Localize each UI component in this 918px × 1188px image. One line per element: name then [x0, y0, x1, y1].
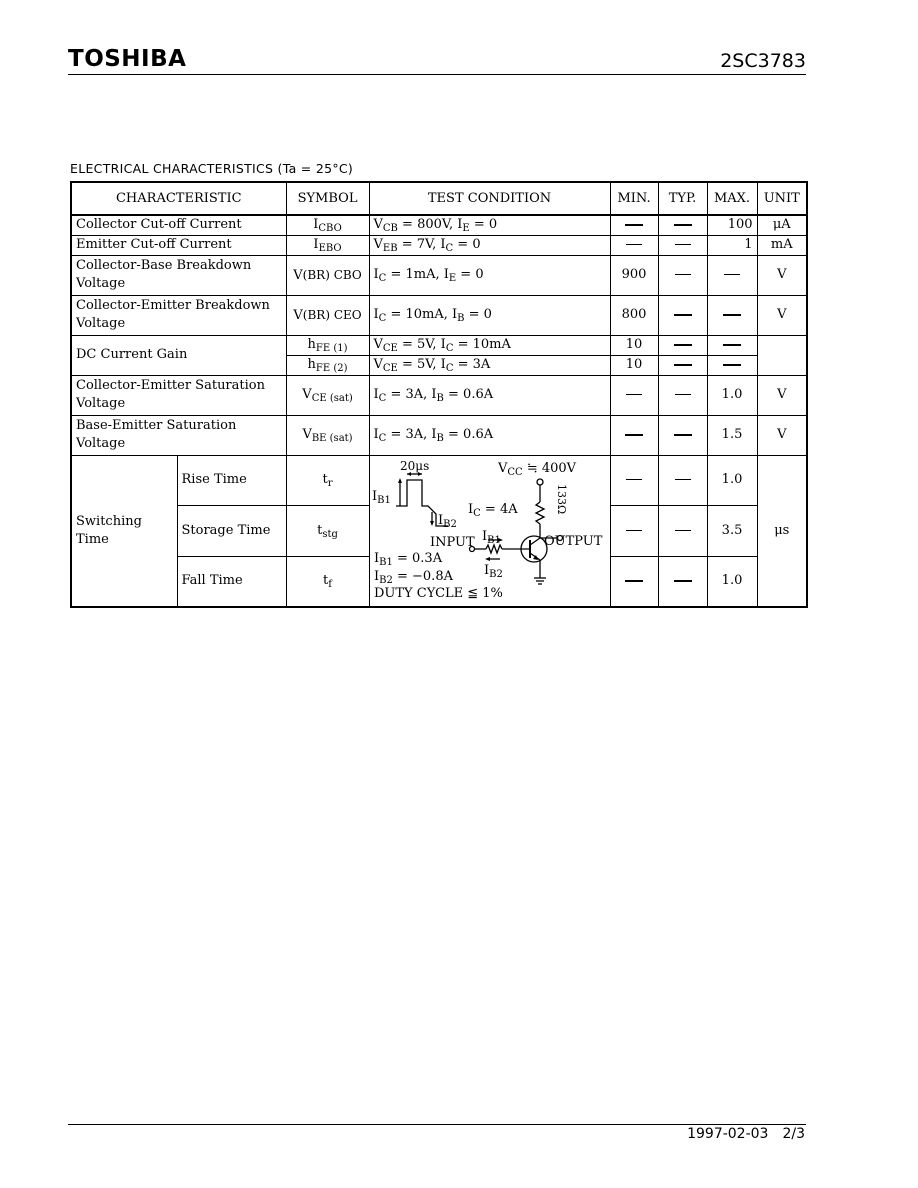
part-number: 2SC3783 [720, 50, 806, 72]
row-typ-dash [658, 295, 707, 335]
row-min-dash [610, 215, 658, 235]
row-min: 900 [610, 255, 658, 295]
row-max: 3.5 [707, 506, 757, 557]
row-sub-name: Storage Time [177, 506, 286, 557]
table-header-row [71, 182, 807, 215]
row-symbol: $V_{BE (sat)}$ [286, 415, 369, 455]
row-condition: $V_{CB} = 800V$, $I_E = 0$ [369, 215, 610, 235]
row-symbol: $t_{stg}$ [286, 506, 369, 557]
row-sub-name: Fall Time [177, 556, 286, 607]
row-unit: V [757, 415, 807, 455]
row-name: Collector-Emitter Breakdown Voltage [71, 295, 286, 335]
col-characteristic: CHARACTERISTIC [71, 182, 286, 215]
row-sub-name: Rise Time [177, 455, 286, 506]
row-max: 100 [707, 215, 757, 235]
ib1-arrow-label: $I_{B1}$ [481, 528, 501, 546]
ib2-waveform-label: $I_{B2}$ [437, 512, 457, 530]
row-symbol: $t_r$ [286, 455, 369, 506]
row-unit: mA [757, 235, 807, 255]
row-typ-dash [658, 455, 707, 506]
section-title: ELECTRICAL CHARACTERISTICS (Ta = 25°C) [70, 161, 354, 176]
row-condition: $I_C = 3A$, $I_B = 0.6A$ [369, 375, 610, 415]
col-max: MAX. [707, 182, 757, 215]
header-rule [68, 74, 806, 75]
ib1-waveform-label: $I_{B1}$ [371, 488, 391, 506]
col-symbol: SYMBOL [286, 182, 369, 215]
row-min-dash [610, 506, 658, 557]
row-typ-dash [658, 255, 707, 295]
row-unit: μs [757, 455, 807, 607]
row-name: Collector-Base Breakdown Voltage [71, 255, 286, 295]
table-row [71, 375, 807, 415]
row-typ-dash [658, 215, 707, 235]
col-typ: TYP. [658, 182, 707, 215]
test-circuit-diagram [370, 456, 610, 606]
row-name: Base-Emitter Saturation Voltage [71, 415, 286, 455]
row-max: 1 [707, 235, 757, 255]
ib2-arrow-label: $I_{B2}$ [483, 562, 503, 580]
row-min: 10 [610, 335, 658, 355]
row-typ-dash [658, 556, 707, 607]
row-unit: μA [757, 215, 807, 235]
row-min-dash [610, 375, 658, 415]
footer-rule [68, 1124, 806, 1125]
switching-test-circuit [369, 455, 610, 607]
row-typ-dash [658, 335, 707, 355]
row-name: Collector Cut-off Current [71, 215, 286, 235]
resistor-label: 133Ω [554, 483, 568, 514]
row-max: 1.0 [707, 455, 757, 506]
brand-logo: TOSHIBA [68, 46, 187, 72]
row-min-dash [610, 455, 658, 506]
table-row [71, 415, 807, 455]
duty-cycle-label: DUTY CYCLE ≦ 1% [373, 585, 503, 601]
row-min-dash [610, 415, 658, 455]
table-row [71, 295, 807, 335]
row-unit-empty [757, 335, 807, 375]
row-typ-dash [658, 375, 707, 415]
row-name: Emitter Cut-off Current [71, 235, 286, 255]
row-condition: $V_{CE} = 5V$, $I_C = 10mA$ [369, 335, 610, 355]
row-min: 10 [610, 355, 658, 375]
row-symbol: $h_{FE (2)}$ [286, 355, 369, 375]
row-condition: $I_C = 3A$, $I_B = 0.6A$ [369, 415, 610, 455]
col-test-condition: TEST CONDITION [369, 182, 610, 215]
table-row [71, 235, 807, 255]
row-max: 1.0 [707, 375, 757, 415]
col-min: MIN. [610, 182, 658, 215]
row-max-dash [707, 335, 757, 355]
row-min: 800 [610, 295, 658, 335]
footer-date: 1997-02-03 [687, 1126, 769, 1142]
row-symbol: V(BR) CBO [286, 255, 369, 295]
row-unit: V [757, 295, 807, 335]
row-symbol: $h_{FE (1)}$ [286, 335, 369, 355]
row-condition: $V_{EB} = 7V$, $I_C = 0$ [369, 235, 610, 255]
electrical-characteristics-table [70, 181, 808, 608]
pulse-width-label: 20μs [399, 458, 429, 473]
vcc-label: $V_{CC}$ ≒ 400V [497, 460, 576, 478]
row-min-dash [610, 556, 658, 607]
table-row [71, 455, 807, 506]
row-typ-dash [658, 235, 707, 255]
row-condition: $V_{CE} = 5V$, $I_C = 3A$ [369, 355, 610, 375]
table-row [71, 215, 807, 235]
ic-label: $I_C = 4A$ [467, 501, 518, 519]
input-label: INPUT [429, 534, 475, 550]
footer-page: 2/3 [782, 1126, 805, 1142]
row-symbol: $t_f$ [286, 556, 369, 607]
row-max: 1.5 [707, 415, 757, 455]
row-symbol: $I_{CBO}$ [286, 215, 369, 235]
row-symbol: $I_{EBO}$ [286, 235, 369, 255]
row-condition: $I_C = 10mA$, $I_B = 0$ [369, 295, 610, 335]
table-row [71, 255, 807, 295]
row-typ-dash [658, 415, 707, 455]
row-min-dash [610, 235, 658, 255]
footer [687, 1126, 805, 1142]
row-unit: V [757, 375, 807, 415]
row-max-dash [707, 355, 757, 375]
row-unit: V [757, 255, 807, 295]
table-row [71, 335, 807, 355]
row-condition: $I_C = 1mA$, $I_E = 0$ [369, 255, 610, 295]
row-symbol: V(BR) CEO [286, 295, 369, 335]
row-name: Collector-Emitter Saturation Voltage [71, 375, 286, 415]
row-max-dash [707, 255, 757, 295]
row-max-dash [707, 295, 757, 335]
row-symbol: $V_{CE (sat)}$ [286, 375, 369, 415]
row-max: 1.0 [707, 556, 757, 607]
ib2-value: $I_{B2} = -0.8A$ [373, 568, 453, 586]
col-unit: UNIT [757, 182, 807, 215]
row-name: DC Current Gain [71, 335, 286, 375]
output-label: OUTPUT [543, 533, 602, 549]
ib1-value: $I_{B1} = 0.3A$ [373, 550, 442, 568]
row-name-switching: Switching Time [71, 455, 177, 607]
row-typ-dash [658, 355, 707, 375]
row-typ-dash [658, 506, 707, 557]
